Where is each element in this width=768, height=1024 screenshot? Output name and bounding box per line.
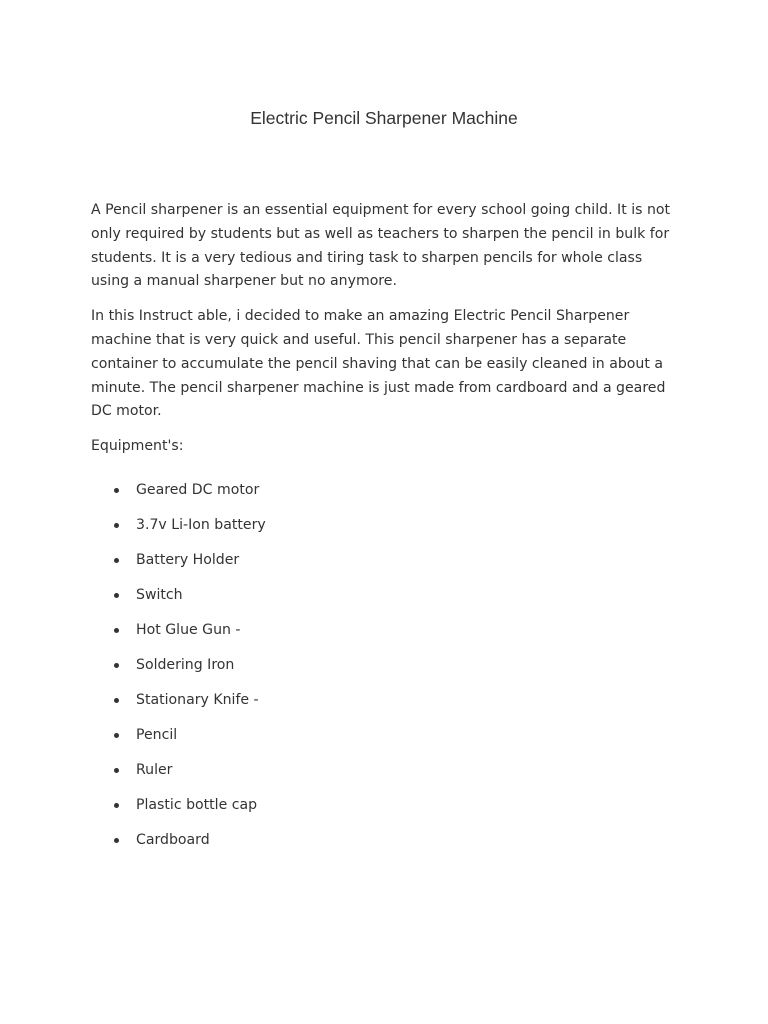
bullet-icon bbox=[114, 663, 119, 668]
list-item-text: Pencil bbox=[136, 727, 178, 743]
list-item bbox=[113, 514, 266, 549]
list-item-text: Stationary Knife - bbox=[136, 692, 259, 708]
list-item bbox=[113, 724, 266, 759]
list-item bbox=[113, 549, 266, 584]
equipment-list bbox=[113, 479, 266, 864]
list-item-text: Cardboard bbox=[136, 832, 210, 848]
list-item bbox=[113, 619, 266, 654]
list-item-text: Switch bbox=[136, 587, 183, 603]
bullet-icon bbox=[114, 558, 119, 563]
list-item-text: 3.7v Li-Ion battery bbox=[136, 517, 266, 533]
list-item bbox=[113, 829, 266, 864]
bullet-icon bbox=[114, 593, 119, 598]
list-item bbox=[113, 794, 266, 829]
bullet-icon bbox=[114, 838, 119, 843]
bullet-icon bbox=[114, 488, 119, 493]
list-item-text: Battery Holder bbox=[136, 552, 240, 568]
list-item bbox=[113, 654, 266, 689]
description-paragraph: In this Instruct able, i decided to make an amazing Electric Pencil Sharpener machine that is very quick and useful. This pencil sharpener has a separate container to accumulate the pencil shaving that can be easily cleaned in about a minute. The pencil sharpener machine is just made from cardboard and a geared DC motor. bbox=[91, 308, 666, 420]
document-body bbox=[91, 199, 681, 470]
intro-paragraph: A Pencil sharpener is an essential equipment for every school going child. It is not only required by students but as well as teachers to sharpen the pencil in bulk for students. It is a very tedious and tiring task to sharpen pencils for whole class using a manual sharpener but no anymore. bbox=[91, 202, 671, 290]
list-item bbox=[113, 479, 266, 514]
bullet-icon bbox=[114, 698, 119, 703]
bullet-icon bbox=[114, 733, 119, 738]
equipment-heading: Equipment's: bbox=[91, 438, 184, 455]
bullet-icon bbox=[114, 803, 119, 808]
list-item-text: Geared DC motor bbox=[136, 482, 260, 498]
list-item-text: Plastic bottle cap bbox=[136, 797, 258, 813]
list-item-text: Hot Glue Gun - bbox=[136, 622, 241, 638]
list-item bbox=[113, 689, 266, 724]
list-item bbox=[113, 584, 266, 619]
list-item-text: Ruler bbox=[136, 762, 173, 778]
page-title: Electric Pencil Sharpener Machine bbox=[250, 108, 518, 128]
bullet-icon bbox=[114, 628, 119, 633]
bullet-icon bbox=[114, 768, 119, 773]
list-item bbox=[113, 759, 266, 794]
list-item-text: Soldering Iron bbox=[136, 657, 235, 673]
bullet-icon bbox=[114, 523, 119, 528]
